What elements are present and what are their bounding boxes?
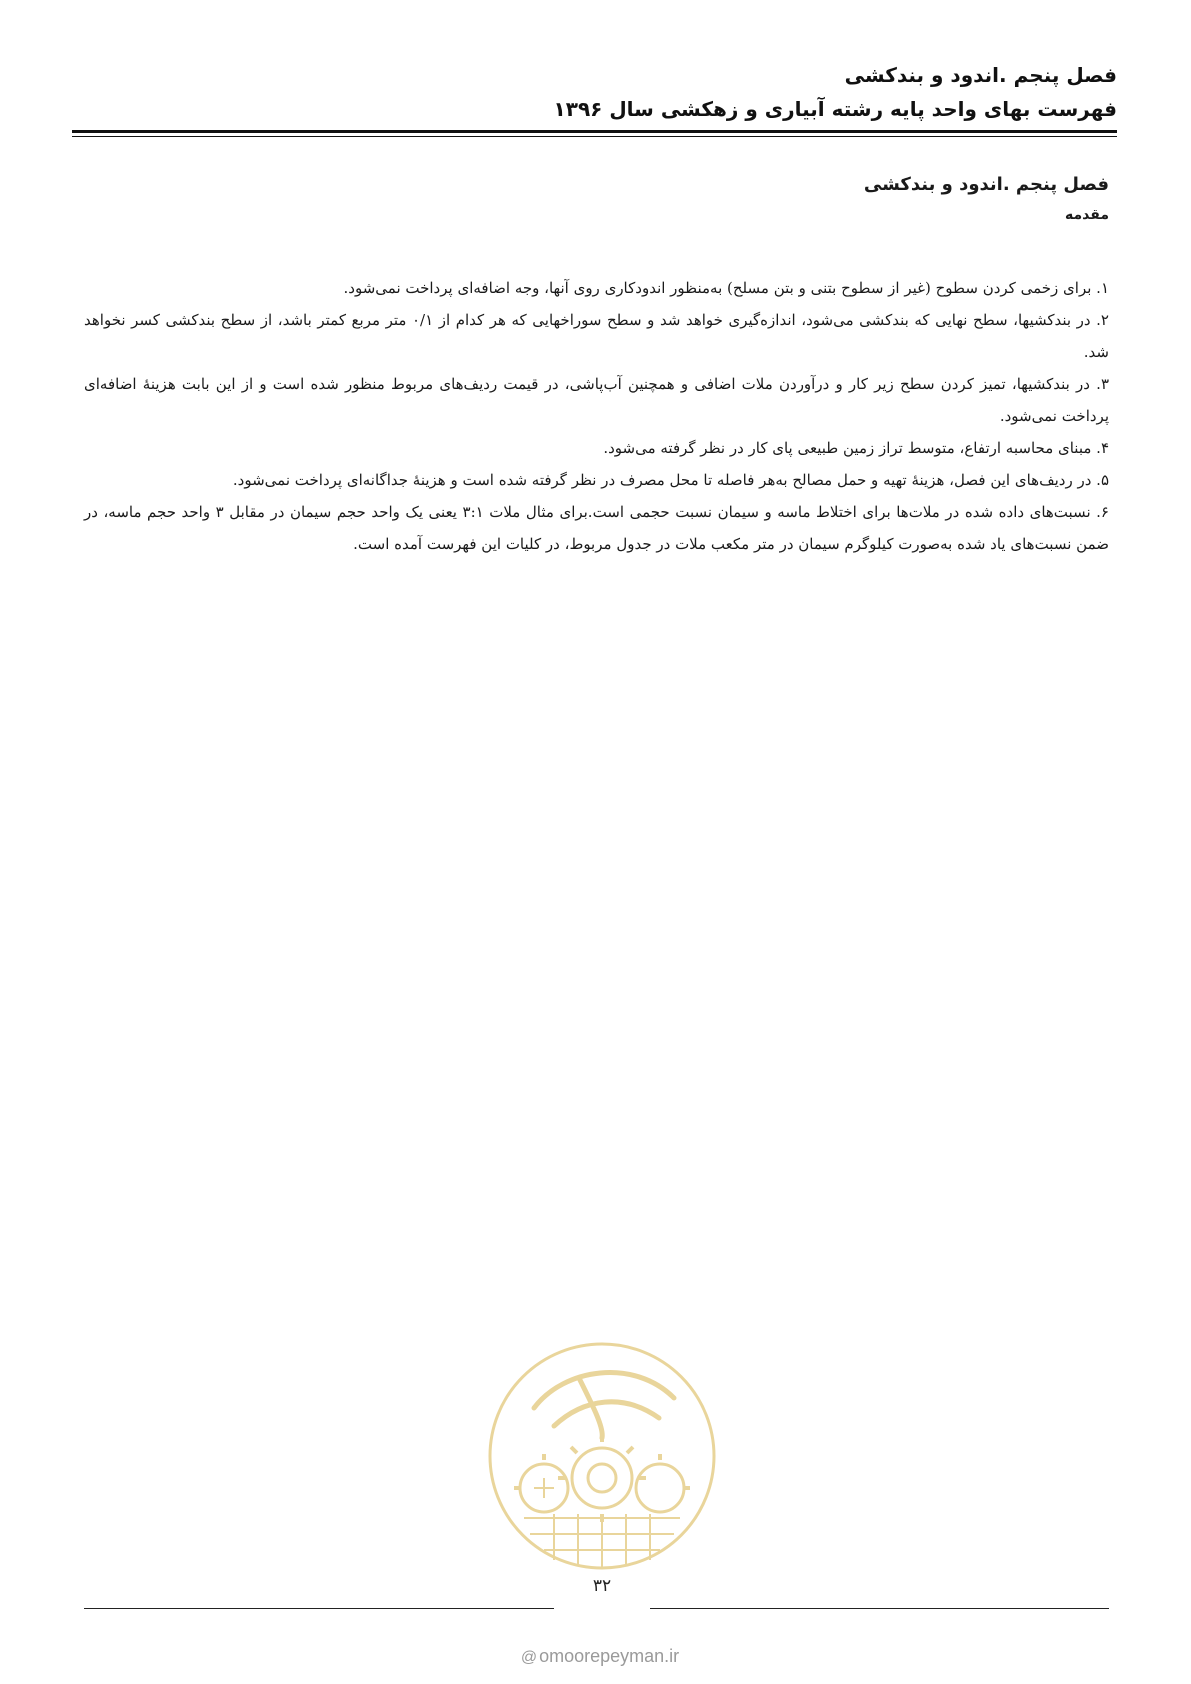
paragraph-4: ۴. مبنای محاسبه ارتفاع، متوسط تراز زمین طبیعی پای کار در نظر گرفته می‌شود.: [603, 439, 1109, 457]
watermark-url: [480, 1646, 720, 1667]
section-title: فصل پنجم .اندود و بندکشی: [863, 174, 1109, 195]
watermark-url-text: omoorepeyman.ir: [539, 1646, 680, 1666]
footer-rule-left: [84, 1608, 554, 1609]
section-subtitle: مقدمه: [1065, 207, 1109, 223]
header-chapter-title: فصل پنجم .اندود و بندکشی: [844, 63, 1117, 87]
paragraph-1: ۱. برای زخمی کردن سطوح (غیر از سطوح بتنی و بتن مسلح) به‌منظور اندودکاری روی آنها، وجه اضافه‌ای پرداخت نمی‌شود.: [343, 279, 1109, 297]
intro-paragraphs: [84, 272, 1109, 560]
page-header: [72, 58, 1117, 126]
header-rule-thin: [72, 136, 1117, 137]
section-heading: [82, 168, 1109, 228]
paragraph-6: ۶. نسبت‌های داده شده در ملات‌ها برای اختلاط ماسه و سیمان نسبت حجمی است.برای مثال ملات ۳:۱ یعنی یک واحد حجم سیمان در مقابل ۳ واحد حجم ماسه، در ضمن نسبت‌های یاد شده به‌صورت کیلوگرم سیمان در متر مکعب ملات در جدول مربوط، در کلیات این فهرست آمده است.: [84, 503, 1109, 553]
page-number: ۳۲: [592, 1576, 612, 1596]
paragraph-3: ۳. در بندکشیها، تمیز کردن سطح زیر کار و درآوردن ملات اضافی و همچنین آب‌پاشی، در قیمت ردیف‌های مربوط منظور شده است و از این بابت هزینهٔ اضافه‌ای پرداخت نمی‌شود.: [84, 375, 1109, 425]
paragraph-2: ۲. در بندکشیها، سطح نهایی که بندکشی می‌شود، اندازه‌گیری خواهد شد و سطح سوراخهایی که هر کدام از ۰/۱ متر مربع کمتر باشد، از سطح بندکشی کسر نخواهد شد.: [84, 311, 1109, 361]
header-rule-thick: [72, 130, 1117, 133]
footer-rule-right: [650, 1608, 1109, 1609]
header-document-title: فهرست بهای واحد پایه رشته آبیاری و زهکشی سال ۱۳۹۶: [553, 97, 1117, 121]
at-sign-icon: @: [520, 1649, 538, 1666]
watermark-seal-logo: [484, 1338, 720, 1574]
paragraph-5: ۵. در ردیف‌های این فصل، هزینهٔ تهیه و حمل مصالح به‌هر فاصله تا محل مصرف در نظر گرفته شده است و هزینهٔ جداگانه‌ای پرداخت نمی‌شود.: [232, 471, 1109, 489]
